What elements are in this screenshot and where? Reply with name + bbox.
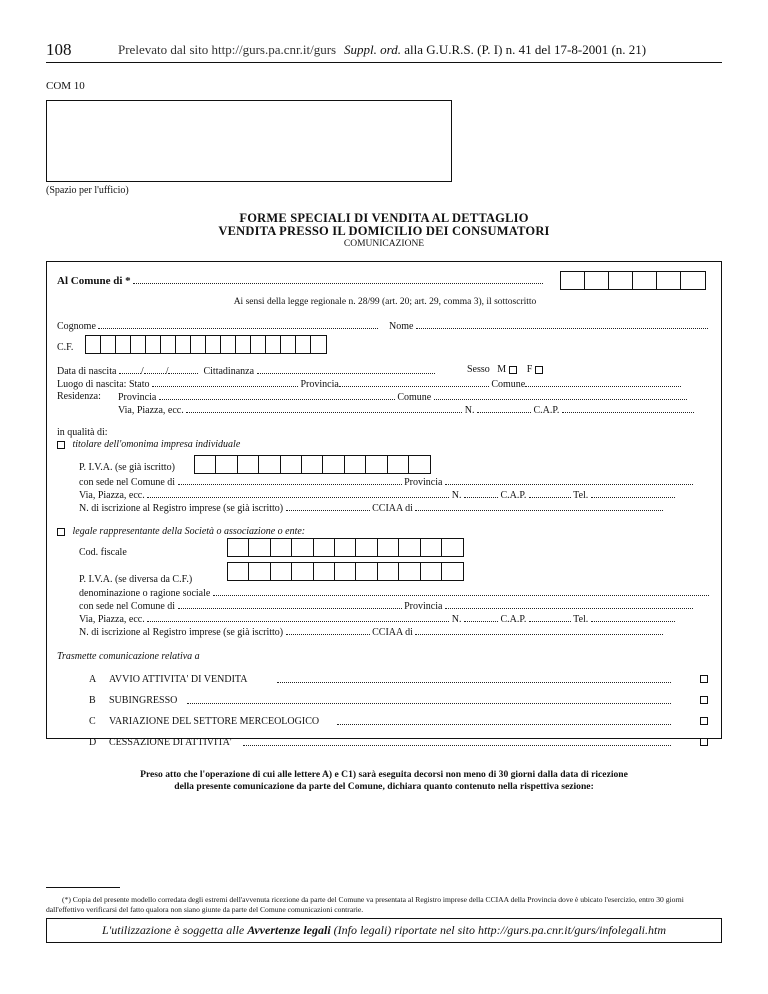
titolare-registro-field[interactable] [286, 502, 370, 511]
residence-via-field[interactable] [186, 404, 462, 413]
titolare-cciaa-field[interactable] [415, 502, 663, 511]
nome-field[interactable] [416, 320, 708, 329]
comune-label: Al Comune di * [57, 275, 131, 287]
cognome-label: Cognome [57, 321, 96, 332]
legal-basis: Ai sensi della legge regionale n. 28/99 (art. 20; art. 29, comma 3), il sottoscritto [233, 297, 537, 307]
legale-number-label: N. [451, 614, 462, 625]
trasmette-checkbox-c[interactable] [700, 717, 708, 725]
form-title-line2: VENDITA PRESSO IL DOMICILIO DEI CONSUMATORI [218, 224, 550, 238]
titolare-province-label: Provincia [404, 477, 443, 488]
residence-province-field[interactable] [159, 391, 395, 400]
legale-cciaa-label: CCIAA di [372, 627, 413, 638]
legale-denominazione-label: denominazione o ragione sociale [79, 588, 211, 599]
legale-codfiscale-cells[interactable] [227, 538, 464, 557]
header-rule [46, 62, 722, 63]
birth-day-field[interactable] [119, 365, 141, 374]
nome-row [389, 320, 708, 332]
titolare-row [57, 439, 240, 450]
titolare-sede-field[interactable] [178, 476, 402, 485]
qualita-label: in qualità di: [57, 427, 108, 438]
legale-checkbox[interactable] [57, 528, 65, 536]
titolare-province-field[interactable] [445, 476, 693, 485]
legale-province-field[interactable] [445, 600, 693, 609]
titolare-tel-label: Tel. [573, 490, 589, 501]
birth-province-label: Provincia [300, 379, 339, 390]
legale-tel-label: Tel. [573, 614, 589, 625]
legal-notice-suffix: (Info legali) riportate nel sito http://gurs.pa.cnr.it/gurs/infolegali.htm [333, 923, 666, 937]
form-title-line1: FORME SPECIALI DI VENDITA AL DETTAGLIO [239, 211, 529, 225]
source-line: Prelevato dal sito http://gurs.pa.cnr.it/gurs [118, 42, 337, 57]
comune-row [57, 275, 543, 287]
residence-comune-label: Comune [397, 392, 432, 403]
form-subtitle: COMUNICAZIONE [343, 239, 425, 249]
publication-prefix: Suppl. ord. [344, 42, 401, 57]
sex-f-label: F [526, 364, 533, 375]
trasmette-letter: C [89, 716, 96, 727]
trasmette-letter: A [89, 674, 97, 685]
residence-row2 [118, 404, 694, 416]
legale-via-row [79, 613, 675, 625]
sex-m-label: M [497, 364, 507, 375]
titolare-cciaa-label: CCIAA di [372, 503, 413, 514]
titolare-number-label: N. [451, 490, 462, 501]
page-number: 108 [46, 40, 72, 59]
legale-via-field[interactable] [147, 613, 449, 622]
nome-label: Nome [389, 321, 414, 332]
birth-year-field[interactable] [168, 365, 198, 374]
titolare-sede-row [79, 476, 693, 488]
birthplace-label: Luogo di nascita: [57, 379, 127, 390]
residence-label: Residenza: [57, 391, 101, 402]
titolare-registro-row [79, 502, 663, 514]
legale-piva-cells[interactable] [227, 562, 464, 581]
legal-notice-prefix: L'utilizzazione è soggetta alle [102, 923, 245, 937]
legale-province-label: Provincia [404, 601, 443, 612]
residence-province-label: Provincia [118, 392, 157, 403]
birth-state-label: Stato [128, 379, 150, 390]
titolare-checkbox[interactable] [57, 441, 65, 449]
sex-f-checkbox[interactable] [535, 366, 543, 374]
office-space-label: (Spazio per l'ufficio) [46, 185, 129, 196]
titolare-sede-label: con sede nel Comune di [79, 477, 176, 488]
sex-label: Sesso [467, 364, 490, 375]
residence-number-field[interactable] [477, 404, 531, 413]
sex-row [467, 364, 543, 375]
legale-registro-row [79, 626, 663, 638]
legale-row [57, 526, 305, 537]
birth-month-field[interactable] [144, 365, 166, 374]
residence-number-label: N. [464, 405, 475, 416]
publication-line [344, 42, 646, 58]
trasmette-label: Trasmette comunicazione relativa a [57, 651, 200, 662]
leader-dots [187, 695, 671, 704]
comune-field[interactable] [133, 275, 543, 284]
trasmette-text: VARIAZIONE DEL SETTORE MERCEOLOGICO [109, 716, 320, 727]
trasmette-text: SUBINGRESSO [109, 695, 178, 706]
form-frame [46, 261, 722, 748]
titolare-tel-field[interactable] [591, 489, 675, 498]
legale-sede-row [79, 600, 693, 612]
birth-province-field[interactable] [339, 378, 489, 387]
residence-row1 [118, 391, 687, 403]
preso-atto-line2: della presente comunicazione da parte del Comune, dichiara quanto contenuto nella rispettiva sezione: [174, 781, 594, 792]
comune-code-cells[interactable] [560, 271, 706, 290]
birth-row: Data di nascita / / Cittadinanza [57, 365, 435, 377]
birthplace-row [57, 378, 681, 390]
titolare-title: titolare dell'omonima impresa individuale [72, 439, 241, 450]
legale-title: legale rappresentante della Società o associazione o ente: [72, 526, 306, 537]
residence-via-label: Via, Piazza, ecc. [118, 405, 184, 416]
titolare-cap-field[interactable] [529, 489, 571, 498]
cognome-field[interactable] [98, 320, 378, 329]
cittadinanza-field[interactable] [257, 365, 435, 374]
residence-cap-label: C.A.P. [533, 405, 560, 416]
cf-cells[interactable] [85, 335, 327, 354]
legal-notice-link[interactable]: Avvertenze legali [247, 923, 331, 937]
birth-date-label: Data di nascita [57, 366, 117, 377]
legale-number-field[interactable] [464, 613, 498, 622]
titolare-via-label: Via, Piazza, ecc. [79, 490, 145, 501]
titolare-piva-cells[interactable] [194, 455, 431, 474]
titolare-registro-label: N. di iscrizione al Registro imprese (se già iscritto) [79, 503, 284, 514]
cognome-row [57, 320, 378, 332]
residence-comune-field[interactable] [434, 391, 687, 400]
cf-label: C.F. [57, 342, 74, 353]
publication-rest: alla G.U.R.S. (P. I) n. 41 del 17-8-2001 (n. 21) [404, 42, 647, 57]
trasmette-letter: B [89, 695, 96, 706]
trasmette-text: AVVIO ATTIVITA' DI VENDITA [109, 674, 248, 685]
legale-cap-label: C.A.P. [500, 614, 527, 625]
titolare-number-field[interactable] [464, 489, 498, 498]
form-code: COM 10 [46, 80, 85, 92]
legale-sede-field[interactable] [178, 600, 402, 609]
titolare-via-field[interactable] [147, 489, 449, 498]
preso-atto-line1: Preso atto che l'operazione di cui alle lettere A) e C1) sarà eseguita decorsi non meno di 30 giorni dalla data di ricezione [140, 769, 628, 780]
trasmette-text: CESSAZIONE DI ATTIVITA' [109, 737, 232, 748]
leader-dots [337, 716, 671, 725]
birth-comune-label: Comune [491, 379, 526, 390]
titolare-piva-label: P. I.V.A. (se già iscritto) [79, 462, 175, 473]
trasmette-checkbox-d[interactable] [700, 738, 708, 746]
titolare-cap-label: C.A.P. [500, 490, 527, 501]
legale-denominazione-field[interactable] [213, 587, 709, 596]
trasmette-checkbox-b[interactable] [700, 696, 708, 704]
footnote-rule [46, 887, 120, 888]
legale-registro-field[interactable] [286, 626, 370, 635]
legal-notice [46, 918, 722, 943]
legale-cciaa-field[interactable] [415, 626, 663, 635]
legale-piva-label: P. I.V.A. (se diversa da C.F.) [79, 574, 193, 585]
birth-state-field[interactable] [152, 378, 298, 387]
legale-codfiscale-label: Cod. fiscale [79, 547, 127, 558]
trasmette-checkbox-a[interactable] [700, 675, 708, 683]
leader-dots [277, 674, 671, 683]
cittadinanza-label: Cittadinanza [203, 366, 255, 377]
legale-cap-field[interactable] [529, 613, 571, 622]
legale-sede-label: con sede nel Comune di [79, 601, 176, 612]
birth-comune-field[interactable] [525, 378, 681, 387]
residence-cap-field[interactable] [562, 404, 694, 413]
legale-denominazione-row [79, 587, 709, 599]
office-space-box [46, 100, 452, 182]
sex-m-checkbox[interactable] [509, 366, 517, 374]
legale-via-label: Via, Piazza, ecc. [79, 614, 145, 625]
leader-dots [243, 737, 671, 746]
legale-tel-field[interactable] [591, 613, 675, 622]
titolare-via-row [79, 489, 675, 501]
footnote: (*) Copia del presente modello corredata degli estremi dell'avvenuta ricezione da parte del Comune va presentata al Registro imprese della CCIAA della Provincia dove è ubicato l'esercizio, entro 30 giorni dall'effettivo verificarsi del fatto qualora non siano giunte da parte del Comune comunicazioni contrarie. [46, 895, 684, 914]
legale-registro-label: N. di iscrizione al Registro imprese (se già iscritto) [79, 627, 284, 638]
trasmette-letter: D [89, 737, 97, 748]
